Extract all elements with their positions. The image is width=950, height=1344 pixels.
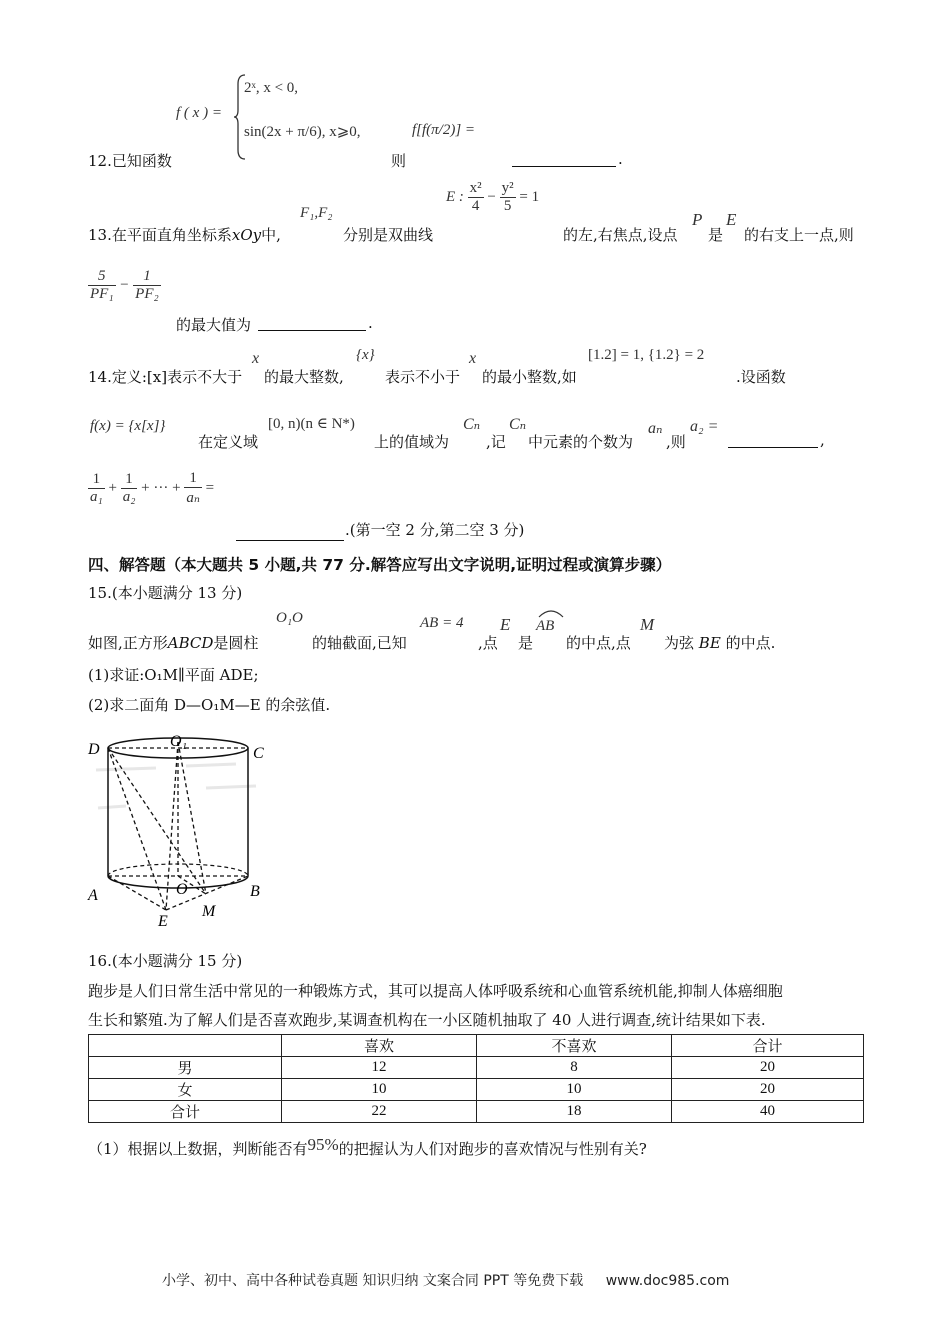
table-cell: 40 bbox=[672, 1101, 864, 1123]
q13-frac2-den: PF₂ bbox=[135, 286, 159, 302]
table-header-row bbox=[89, 1035, 864, 1057]
q13-frac1 bbox=[88, 268, 116, 303]
q13-frac2-num: 1 bbox=[143, 268, 151, 284]
q12-ask: f[f(π/2)] = bbox=[412, 122, 476, 138]
q13-frac1-num: 5 bbox=[98, 268, 106, 284]
table-cell: 合计 bbox=[89, 1101, 282, 1123]
label-o: O bbox=[176, 881, 188, 898]
q14-an: aₙ bbox=[648, 420, 663, 437]
q16-part1 bbox=[88, 1135, 647, 1159]
q12-number: 12.已知函数 bbox=[88, 152, 172, 170]
q15-header: 15.(本小题满分 13 分) bbox=[88, 584, 243, 602]
q14-sum-num2: 1 bbox=[125, 471, 133, 487]
table-cell: 22 bbox=[282, 1101, 477, 1123]
q15-o1o: O₁O bbox=[276, 610, 303, 626]
q15-text-a bbox=[88, 632, 258, 653]
q14-dots: + ··· + bbox=[141, 479, 181, 496]
q13-frac2 bbox=[133, 268, 161, 303]
q15-c: 的轴截面,已知 bbox=[312, 634, 407, 652]
q14-text-g: 上的值域为 bbox=[374, 433, 450, 451]
q14-sum-frac1 bbox=[88, 471, 105, 506]
table-cell: 女 bbox=[89, 1079, 282, 1101]
q14-sum-numn: 1 bbox=[189, 470, 197, 486]
q12-piece2: sin(2x + π/6), x⩾0, bbox=[244, 124, 361, 140]
q13-expression: $\frac{5}{\text{PF₁}}$ − $\frac{1}{\text{PF₂}}$ bbox=[90, 268, 159, 302]
q13-curve-rhs: = 1 bbox=[519, 188, 540, 205]
q13-text-e: 是 bbox=[708, 226, 724, 244]
q15-h: 的中点. bbox=[725, 634, 776, 652]
q15-arc bbox=[536, 608, 566, 635]
q14-text-h: ,记 bbox=[486, 433, 506, 451]
q14-tail: .(第一空 2 分,第二空 3 分) bbox=[345, 521, 525, 539]
label-m: M bbox=[202, 903, 216, 920]
q14-domain: [0, n)(n ∈ N*) bbox=[268, 416, 355, 432]
q14-text-d: 的最小整数,如 bbox=[482, 368, 577, 386]
q14-plus: + bbox=[108, 479, 117, 496]
q15-a: 如图,正方形 bbox=[88, 634, 168, 652]
q13-point-p: P bbox=[692, 210, 703, 229]
q15-ab4: AB = 4 bbox=[420, 615, 464, 631]
q12-ze: 则 bbox=[391, 152, 407, 170]
q13-curve-lhs: E : bbox=[446, 188, 464, 205]
q13-text-a: 13.在平面直角坐标系 bbox=[88, 226, 232, 244]
q14-func: f(x) = {x[x]} bbox=[90, 418, 166, 434]
q13-x-frac bbox=[468, 180, 484, 215]
label-a: A bbox=[88, 887, 98, 904]
q13-y-frac bbox=[500, 180, 516, 215]
q15-e: E bbox=[500, 615, 511, 634]
label-o1: O₁ bbox=[170, 733, 188, 750]
q13-foci: F₁,F₂ bbox=[300, 205, 333, 221]
q15-abcd: ABCD bbox=[167, 634, 214, 652]
q14-text-f: 在定义域 bbox=[198, 433, 259, 451]
page-footer bbox=[162, 1270, 729, 1290]
q15-f: 的中点,点 bbox=[566, 634, 631, 652]
q14-a2: a₂ = bbox=[690, 418, 719, 435]
q12-answer-blank[interactable] bbox=[512, 152, 616, 167]
q12-piece1: 2ˣ, x < 0, bbox=[244, 80, 299, 96]
q14-ceil: {x} bbox=[356, 347, 375, 363]
q15-d: ,点 bbox=[478, 634, 498, 652]
q14-text-j: ,则 bbox=[666, 433, 686, 451]
q13-x-den: 4 bbox=[468, 197, 484, 215]
q13-y-num: y² bbox=[501, 180, 514, 196]
q14-text-a: 14.定义:[x]表示不大于 bbox=[88, 368, 243, 386]
table-row bbox=[89, 1079, 864, 1101]
q13-point-e: E bbox=[726, 210, 737, 229]
label-c: C bbox=[253, 745, 264, 762]
q15-m: M bbox=[640, 615, 655, 634]
table-cell: 20 bbox=[672, 1057, 864, 1079]
table-row bbox=[89, 1057, 864, 1079]
label-e: E bbox=[158, 913, 168, 928]
q13-text-d: 的左,右焦点,设点 bbox=[563, 226, 678, 244]
table-header-cell bbox=[89, 1035, 282, 1057]
q15-be: BE bbox=[698, 634, 721, 652]
q14-x2: x bbox=[469, 350, 477, 367]
q15-cylinder-figure bbox=[86, 728, 276, 928]
q14-answer-blank-1[interactable] bbox=[728, 433, 818, 448]
q13-line1-a bbox=[88, 224, 281, 245]
q13-answer-blank[interactable] bbox=[258, 316, 366, 331]
q14-sum-den1: a₁ bbox=[90, 489, 103, 505]
q13-hyperbola: E : $\frac{\text{x²}}{4}$ − $\frac{\text{y²}}{5}$ = 1 bbox=[446, 180, 540, 214]
q13-text-f: 的右支上一点,则 bbox=[744, 226, 854, 244]
q13-frac1-den: PF₁ bbox=[90, 286, 114, 302]
q14-cn1: Cₙ bbox=[463, 416, 481, 433]
section4-heading: 四、解答题（本大题共 5 小题,共 77 分.解答应写出文字说明,证明过程或演算步骤） bbox=[88, 556, 672, 574]
q14-text-c: 表示不小于 bbox=[385, 368, 461, 386]
q12-brace: f ( x ) = bbox=[176, 105, 222, 121]
q16-part1-a: （1）根据以上数据，判断能否有 bbox=[88, 1140, 308, 1158]
q15-g-text: 为弦 bbox=[664, 634, 695, 652]
q14-sum-fracn bbox=[184, 470, 202, 507]
q14-text-e: .设函数 bbox=[736, 368, 786, 386]
q14-sum-denn: aₙ bbox=[184, 487, 202, 507]
table-cell: 18 bbox=[477, 1101, 672, 1123]
q14-sum-num1: 1 bbox=[92, 471, 101, 487]
q14-text-i: 中元素的个数为 bbox=[528, 433, 634, 451]
q16-header: 16.(本小题满分 15 分) bbox=[88, 952, 243, 970]
q16-part1-pct: 95% bbox=[307, 1135, 339, 1154]
table-cell: 10 bbox=[282, 1079, 477, 1101]
table-header-cell: 喜欢 bbox=[282, 1035, 477, 1057]
q15-e-text: 是 bbox=[518, 634, 534, 652]
q15-g bbox=[664, 632, 775, 653]
table-header-cell: 不喜欢 bbox=[477, 1035, 672, 1057]
q15-arc-label: AB bbox=[536, 618, 555, 634]
q16-part1-b: 的把握认为人们对跑步的喜欢情况与性别有关? bbox=[338, 1140, 647, 1158]
table-cell: 8 bbox=[477, 1057, 672, 1079]
q14-x1: x bbox=[252, 350, 260, 367]
q14-sum bbox=[88, 470, 214, 507]
q13-x-num: x² bbox=[469, 180, 482, 196]
label-d: D bbox=[88, 741, 100, 758]
label-b: B bbox=[250, 883, 260, 900]
q14-text-k: , bbox=[820, 431, 825, 449]
q13-y-den: 5 bbox=[500, 197, 516, 215]
table-cell: 20 bbox=[672, 1079, 864, 1101]
q13-xoy: xOy bbox=[231, 226, 262, 244]
q16-stats-table bbox=[88, 1034, 864, 1123]
q16-para2: 生长和繁殖.为了解人们是否喜欢跑步,某调查机构在一小区随机抽取了 40 人进行调查,统计结果如下表. bbox=[88, 1011, 766, 1029]
table-cell: 10 bbox=[477, 1079, 672, 1101]
q13-line2: 的最大值为 bbox=[176, 316, 252, 334]
table-row bbox=[89, 1101, 864, 1123]
arc-icon bbox=[536, 608, 566, 618]
q15-part2: (2)求二面角 D—O₁M—E 的余弦值. bbox=[88, 696, 331, 714]
q14-sum-frac2 bbox=[121, 471, 138, 506]
table-cell: 男 bbox=[89, 1057, 282, 1079]
q13-end: . bbox=[368, 314, 373, 332]
q15-part1: (1)求证:O₁M∥平面 ADE; bbox=[88, 666, 259, 684]
q14-answer-blank-2[interactable] bbox=[236, 526, 344, 541]
q13-text-c: 分别是双曲线 bbox=[343, 226, 434, 244]
q14-sum-den2: a₂ bbox=[122, 489, 136, 505]
table-header-cell: 合计 bbox=[672, 1035, 864, 1057]
q14-example: [1.2] = 1, {1.2} = 2 bbox=[588, 347, 705, 363]
q14-cn2: Cₙ bbox=[509, 416, 527, 433]
q15-b: 是圆柱 bbox=[213, 634, 259, 652]
q14-eq: = bbox=[205, 479, 215, 496]
table-cell: 12 bbox=[282, 1057, 477, 1079]
footer-link[interactable]: www.doc985.com bbox=[605, 1273, 730, 1289]
footer-text: 小学、初中、高中各种试卷真题 知识归纳 文案合同 PPT 等免费下载 bbox=[162, 1273, 584, 1289]
q13-text-b: 中, bbox=[261, 226, 281, 244]
q16-para1: 跑步是人们日常生活中常见的一种锻炼方式，其可以提高人体呼吸系统和心血管系统机能,抑制人体癌细胞 bbox=[88, 982, 783, 1000]
q12-end: . bbox=[618, 150, 623, 168]
q14-text-b: 的最大整数, bbox=[264, 368, 344, 386]
